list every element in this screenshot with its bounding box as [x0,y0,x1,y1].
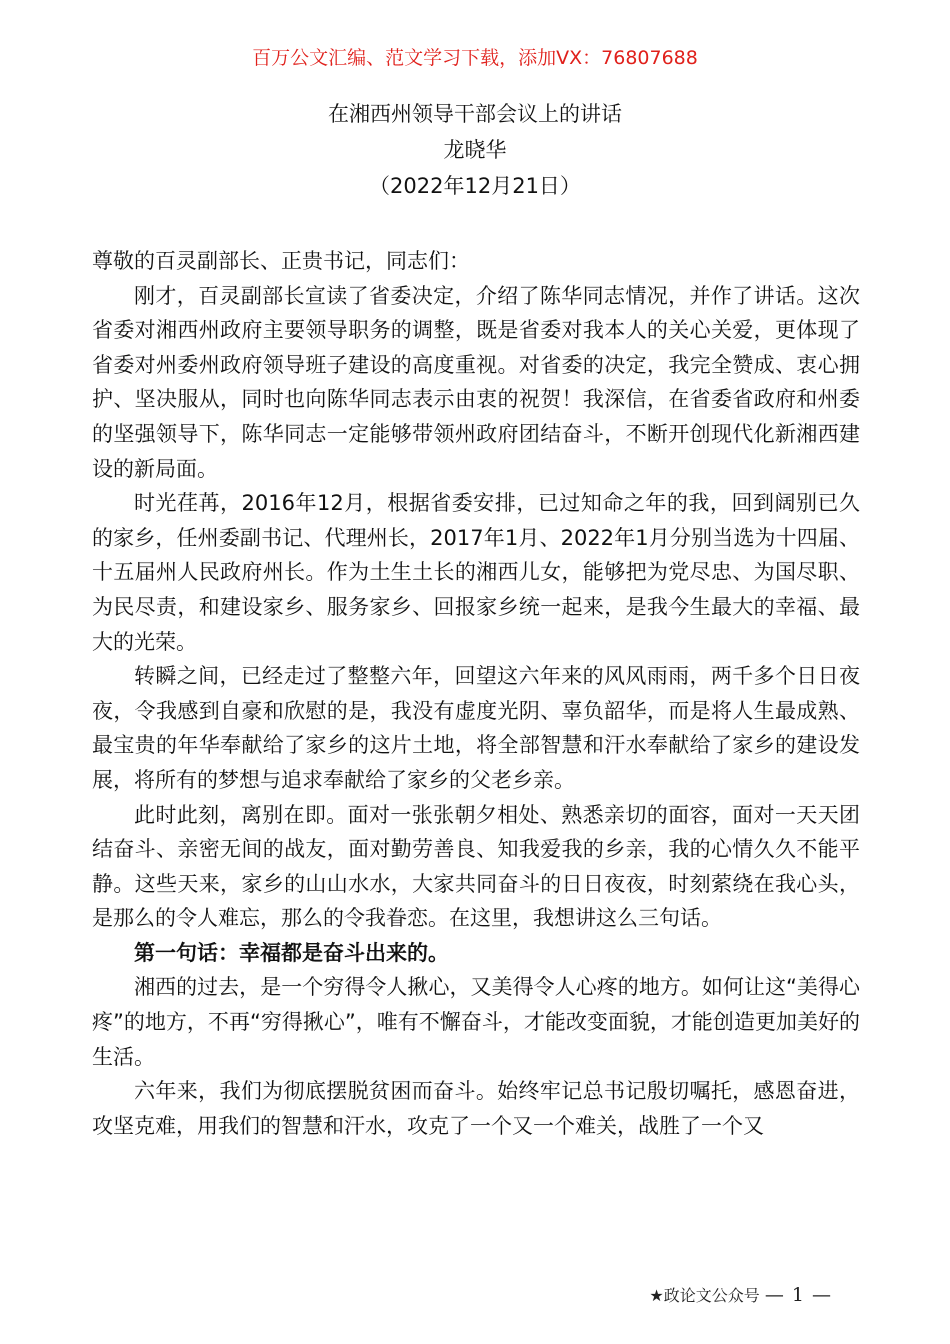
paragraph: 转瞬之间，已经走过了整整六年，回望这六年来的风风雨雨，两千多个日日夜夜，令我感到自豪和欣慰的是，我没有虚度光阴、辜负韶华，而是将人生最成熟、最宝贵的年华奉献给了家乡的这片土地，将全部智慧和汗水奉献给了家乡的建设发展，将所有的梦想与追求奉献给了家乡的父老乡亲。 [92,664,860,792]
document-date: （2022年12月21日） [369,174,581,198]
page-number: — 1 — [764,1284,832,1306]
paragraph: 六年来，我们为彻底摆脱贫困而奋斗。始终牢记总书记殷切嘱托，感恩奋进，攻坚克难，用我们的智慧和汗水，攻克了一个又一个难关，战胜了一个又 [92,1079,860,1138]
document-title: 在湘西州领导干部会议上的讲话 [328,102,622,126]
header-banner: 百万公文汇编、范文学习下载，添加VX：76807688 [252,47,698,69]
paragraph: 湘西的过去，是一个穷得令人揪心，又美得令人心疼的地方。如何让这“美得心疼”的地方，不再“穷得揪心”，唯有不懈奋斗，才能改变面貌，才能创造更加美好的生活。 [92,975,860,1069]
document-body [92,244,860,1143]
paragraph: 刚才，百灵副部长宣读了省委决定，介绍了陈华同志情况，并作了讲话。这次省委对湘西州政府主要领导职务的调整，既是省委对我本人的关心关爱，更体现了省委对州委州政府领导班子建设的高度重视。对省委的决定，我完全赞成、衷心拥护、坚决服从，同时也向陈华同志表示由衷的祝贺！我深信，在省委省政府和州委的坚强领导下，陈华同志一定能够带领州政府团结奋斗，不断开创现代化新湘西建设的新局面。 [92,283,860,481]
paragraph: 此时此刻，离别在即。面对一张张朝夕相处、熟悉亲切的面容，面对一天天团结奋斗、亲密无间的战友，面对勤劳善良、知我爱我的乡亲，我的心情久久不能平静。这些天来，家乡的山山水水，大家共同奋斗的日日夜夜，时刻萦绕在我心头，是那么的令人难忘，那么的令我眷恋。在这里，我想讲这么三句话。 [92,802,860,931]
section-heading: 第一句话：幸福都是奋斗出来的。 [134,940,449,965]
document-author: 龙晓华 [443,138,507,162]
footer-source: ★政论文公众号 [649,1286,760,1305]
page-footer [649,1282,832,1309]
paragraph: 时光荏苒，2016年12月，根据省委安排，已过知命之年的我，回到阔别已久的家乡，任州委副书记、代理州长，2017年1月、2022年1月分别当选为十四届、十五届州人民政府州长。作为土生土长的湘西儿女，能够把为党尽忠、为国尽职、为民尽责，和建设家乡、服务家乡、回报家乡统一起来，是我今生最大的幸福、最大的光荣。 [92,491,860,654]
title-block [0,96,950,204]
salutation: 尊敬的百灵副部长、正贵书记，同志们： [92,249,470,273]
